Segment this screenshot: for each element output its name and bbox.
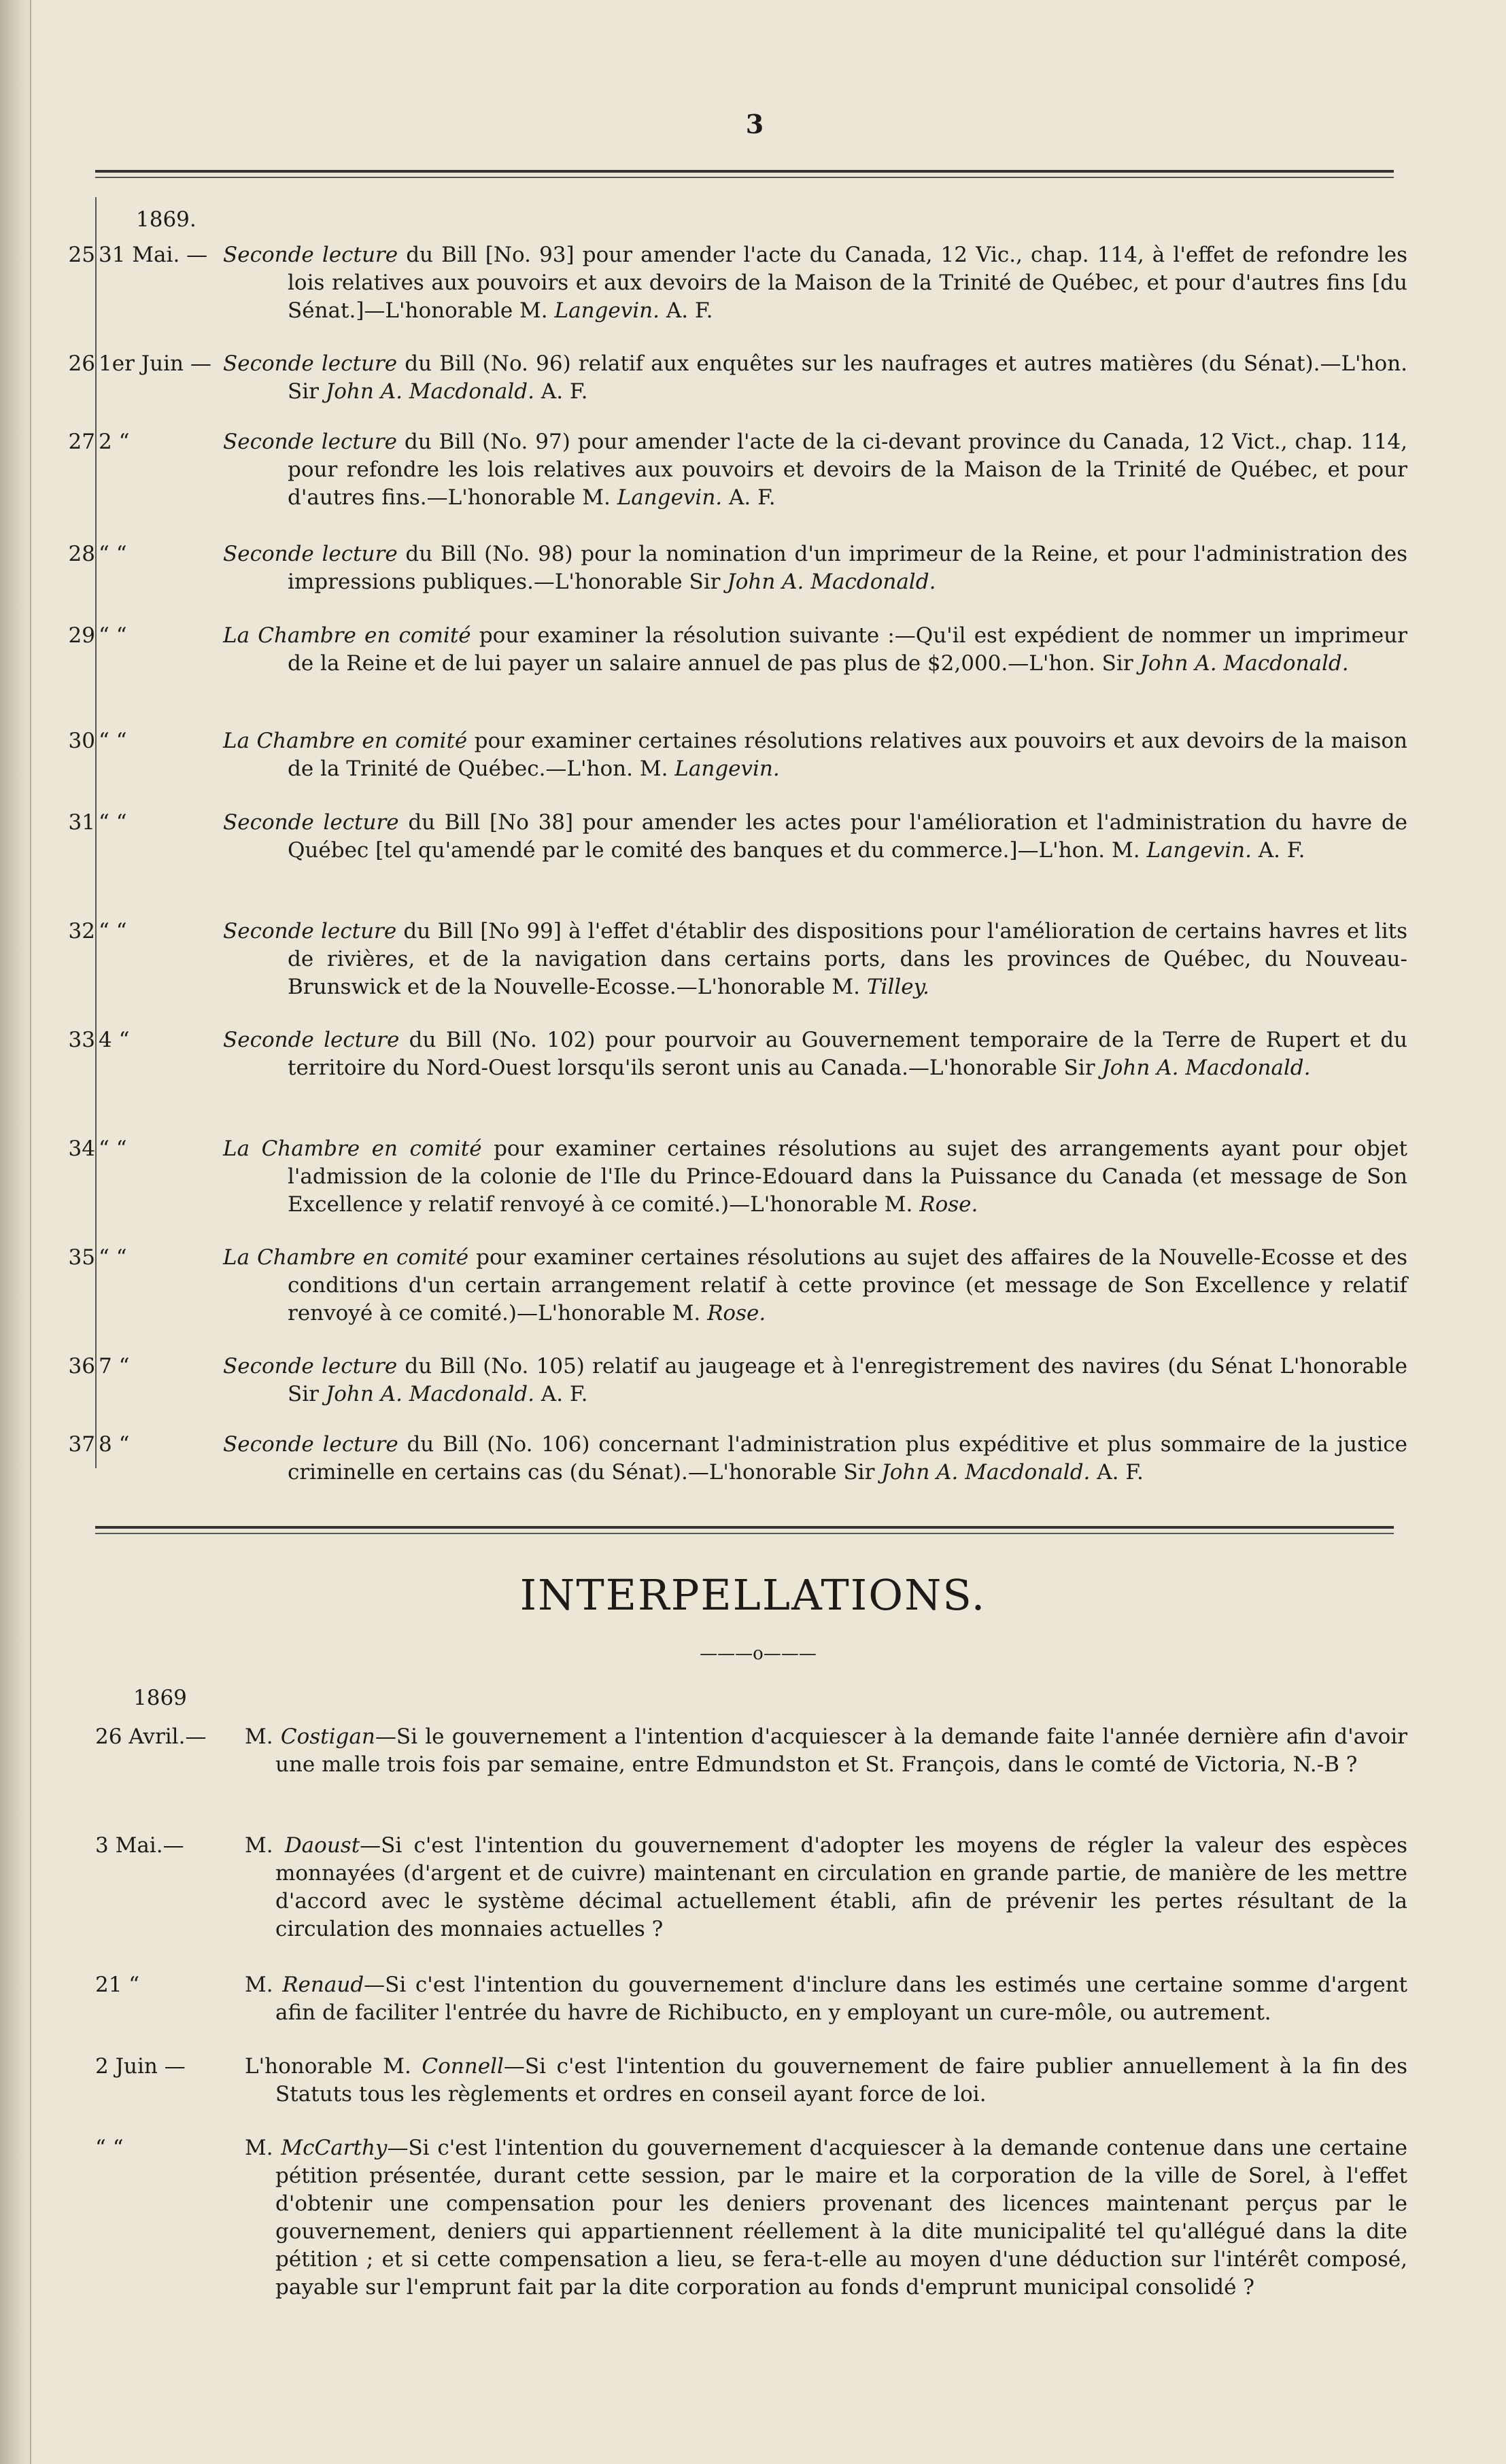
motion-text: La Chambre en comité pour examiner certaines résolutions au sujet des arrangements ayant pour objet l'admission de la colonie de l'Ile du Prince-Edouard dans la Puissance du Canada (et message de Son Excellence y relatif renvoyé à ce comité.)—L'honorable M. Rose. <box>223 1136 1408 1217</box>
motion-entry <box>54 918 1407 1001</box>
motion-date: “ “ <box>99 1136 127 1161</box>
motion-number: 28 <box>68 542 95 566</box>
interpellation-date: 26 Avril.— <box>95 1724 207 1749</box>
motion-number: 26 <box>68 351 95 376</box>
motion-text: Seconde lecture du Bill (No. 106) concernant l'administration plus expéditive et plus sommaire de la justice criminelle en certains cas (du Sénat).—L'honorable Sir John A. Macdonald. A. F. <box>223 1432 1407 1485</box>
motion-text: La Chambre en comité pour examiner la résolution suivante :—Qu'il est expédient de nommer un imprimeur de la Reine et de lui payer un salaire annuel de pas plus de $2,000.—L'hon. Sir John A. Macdonald. <box>223 623 1407 676</box>
interpellation-entry <box>95 1971 1407 2027</box>
interpellation-date: “ “ <box>95 2136 124 2160</box>
page-number: 3 <box>745 109 764 139</box>
motion-entry <box>54 1135 1407 1219</box>
title-ornament: ———o——— <box>700 1644 817 1664</box>
interpellations-year: 1869 <box>133 1686 187 1710</box>
interpellation-entry <box>95 1832 1407 1943</box>
motion-entry <box>54 809 1407 865</box>
motion-date: 4 “ <box>99 1028 130 1052</box>
motion-number: 25 <box>68 243 95 267</box>
motion-entry <box>54 1026 1407 1082</box>
motion-number: 35 <box>68 1245 95 1270</box>
motion-date: 8 “ <box>99 1432 130 1457</box>
section-title: INTERPELLATIONS. <box>519 1570 987 1620</box>
motion-entry <box>54 241 1407 325</box>
motion-entry <box>54 1353 1407 1408</box>
motion-number: 29 <box>68 623 95 648</box>
interpellation-date: 2 Juin — <box>95 2054 186 2079</box>
interpellation-entry <box>95 2053 1407 2109</box>
header-rule <box>95 170 1394 173</box>
interpellation-text: L'honorable M. Connell—Si c'est l'intention du gouvernement de faire publier annuellement à la fin des Statuts tous les règlements et ordres en conseil ayant force de loi. <box>245 2054 1408 2106</box>
motion-number: 36 <box>68 1354 95 1378</box>
interpellation-date: 3 Mai.— <box>95 1833 184 1858</box>
motion-text: Seconde lecture du Bill (No. 97) pour amender l'acte de la ci-devant province du Canada, 12 Vict., chap. 114, pour refondre les lois relatives aux pouvoirs et devoirs de la Maison de la Trinité de Québec, et pour d'autres fins.—L'honorable M. Langevin. A. F. <box>223 430 1408 510</box>
motion-number: 30 <box>68 729 95 753</box>
motion-date: “ “ <box>99 542 127 566</box>
motion-entry <box>54 540 1407 596</box>
motion-text: Seconde lecture du Bill (No. 98) pour la nomination d'un imprimeur de la Reine, et pour l'administration des impressions publiques.—L'honorable Sir John A. Macdonald. <box>223 542 1408 594</box>
interpellation-text: M. Renaud—Si c'est l'intention du gouvernement d'inclure dans les estimés une certaine somme d'argent afin de faciliter l'entrée du havre de Richibucto, en y employant un cure-môle, ou autrement. <box>245 1973 1408 2025</box>
interpellation-entry <box>95 1723 1407 1779</box>
interpellation-text: M. McCarthy—Si c'est l'intention du gouvernement d'acquiescer à la demande contenue dans une certaine pétition présentée, durant cette session, par le maire et la corporation de la ville de Sorel, à l'effet d'obtenir une compensation pour les deniers provenant des licences maintenant perçus par le gouvernement, deniers qui appartiennent réellement à la dite municipalité tel qu'allégué dans la dite pétition ; et si cette compensation a lieu, se fera-t-elle au moyen d'une déduction sur l'intérêt composé, payable sur l'emprunt fait par la dite corporation au fonds d'emprunt municipal consolidé ? <box>245 2136 1407 2300</box>
motion-date: 31 Mai. — <box>99 243 208 267</box>
motion-text: Seconde lecture du Bill (No. 102) pour pourvoir au Gouvernement temporaire de la Terre de Rupert et du territoire du Nord-Ouest lorsqu'ils seront unis au Canada.—L'honorable Sir John A. Macdonald. <box>223 1028 1407 1080</box>
motion-date: “ “ <box>99 623 127 648</box>
interpellation-text: M. Costigan—Si le gouvernement a l'intention d'acquiescer à la demande faite l'année dernière afin d'avoir une malle trois fois par semaine, entre Edmundston et St. François, dans le comté de Victoria, N.-B ? <box>245 1724 1407 1777</box>
motion-entry <box>54 727 1407 783</box>
motion-entry <box>54 1431 1407 1487</box>
motion-date: “ “ <box>99 810 127 835</box>
motion-date: 1er Juin — <box>99 351 211 376</box>
motion-entry <box>54 622 1407 678</box>
motion-date: “ “ <box>99 729 127 753</box>
motion-number: 34 <box>68 1136 95 1161</box>
motion-text: Seconde lecture du Bill [No. 93] pour amender l'acte du Canada, 12 Vic., chap. 114, à l'effet de refondre les lois relatives aux pouvoirs et aux devoirs de la Maison de la Trinité de Québec, et pour d'autres fins [du Sénat.]—L'honorable M. Langevin. A. F. <box>223 243 1407 323</box>
motion-entry <box>54 350 1407 406</box>
motion-number: 37 <box>68 1432 95 1457</box>
page-binding-edge <box>0 0 31 2464</box>
interpellation-entry <box>95 2134 1407 2302</box>
motion-number: 32 <box>68 919 95 943</box>
motion-number: 31 <box>68 810 95 835</box>
motion-date: “ “ <box>99 919 127 943</box>
year-heading: 1869. <box>136 207 196 232</box>
motion-text: La Chambre en comité pour examiner certaines résolutions relatives aux pouvoirs et aux devoirs de la maison de la Trinité de Québec.—L'hon. M. Langevin. <box>223 729 1407 781</box>
motion-text: La Chambre en comité pour examiner certaines résolutions au sujet des affaires de la Nouvelle-Ecosse et des conditions d'un certain arrangement relatif à cette province (et message de Son Excellence y relatif renvoyé à ce comité.)—L'honorable M. Rose. <box>223 1245 1407 1325</box>
motion-number: 27 <box>68 430 95 454</box>
motion-date: “ “ <box>99 1245 127 1270</box>
motion-text: Seconde lecture du Bill (No. 96) relatif aux enquêtes sur les naufrages et autres matières (du Sénat).—L'hon. Sir John A. Macdonald. A. F. <box>223 351 1408 404</box>
interpellation-text: M. Daoust—Si c'est l'intention du gouvernement d'adopter les moyens de régler la valeur des espèces monnayées (d'argent et de cuivre) maintenant en circulation en grande partie, de manière de les mettre d'accord avec le système décimal actuellement établi, afin de prévenir les pertes résultant de la circulation des monnaies actuelles ? <box>245 1833 1408 1941</box>
motion-text: Seconde lecture du Bill (No. 105) relatif au jaugeage et à l'enregistrement des navires (du Sénat L'honorable Sir John A. Macdonald. A. F. <box>223 1354 1408 1406</box>
motion-entry <box>54 1244 1407 1328</box>
motion-text: Seconde lecture du Bill [No 99] à l'effet d'établir des dispositions pour l'amélioration de certains havres et lits de rivières, et de la navigation dans certains ports, dans les provinces de Québec, du Nouveau-Brunswick et de la Nouvelle-Ecosse.—L'honorable M. Tilley. <box>223 919 1408 999</box>
section-divider-rule <box>95 1526 1394 1529</box>
motion-number: 33 <box>68 1028 95 1052</box>
motion-date: 2 “ <box>99 430 130 454</box>
motion-text: Seconde lecture du Bill [No 38] pour amender les actes pour l'amélioration et l'administration du havre de Québec [tel qu'amendé par le comité des banques et du commerce.]—L'hon. M. Langevin. A. F. <box>223 810 1408 863</box>
motion-entry <box>54 428 1407 512</box>
interpellation-date: 21 “ <box>95 1973 140 1997</box>
motion-date: 7 “ <box>99 1354 130 1378</box>
